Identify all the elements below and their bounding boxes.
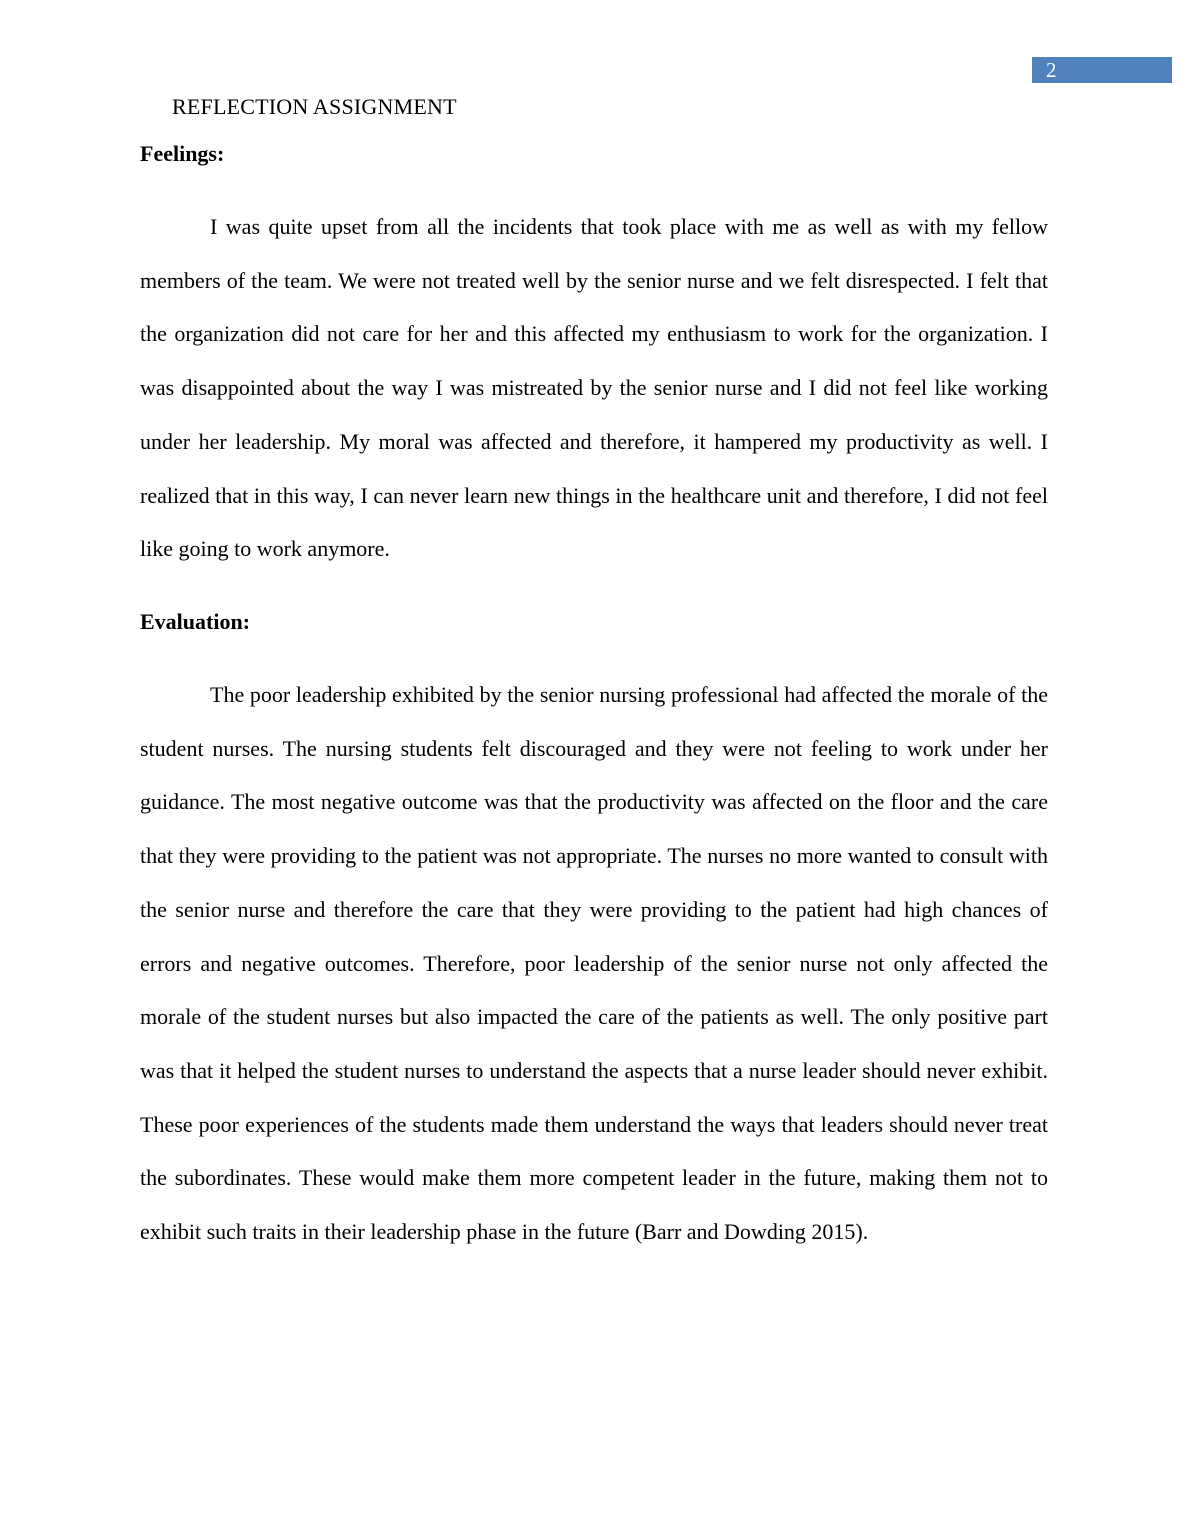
page-number: 2 [1046,58,1057,82]
paragraph-feelings: I was quite upset from all the incidents that took place with me as well as with my fellow members of the team. We were not treated well by the senior nurse and we felt disrespected. I felt that the organization did not care for her and this affected my enthusiasm to work for the organization. I was disappointed about the way I was mistreated by the senior nurse and I did not feel like working under her leadership. My moral was affected and therefore, it hampered my productivity as well. I realized that in this way, I can never learn new things in the healthcare unit and therefore, I did not feel like going to work anymore. [140,214,1048,562]
page-number-badge [1032,57,1172,83]
section-heading-evaluation: Evaluation: [140,609,251,634]
section-heading-feelings: Feelings: [140,141,225,166]
paragraph-evaluation: The poor leadership exhibited by the senior nursing professional had affected the morale of the student nurses. The nursing students felt discouraged and they were not feeling to work under her guidance. The most negative outcome was that the productivity was affected on the floor and the care that they were providing to the patient was not appropriate. The nurses no more wanted to consult with the senior nurse and therefore the care that they were providing to the patient had high chances of errors and negative outcomes. Therefore, poor leadership of the senior nurse not only affected the morale of the student nurses but also impacted the care of the patients as well. The only positive part was that it helped the student nurses to understand the aspects that a nurse leader should never exhibit. These poor experiences of the students made them understand the ways that leaders should never treat the subordinates. These would make them more competent leader in the future, making them not to exhibit such traits in their leadership phase in the future (Barr and Dowding 2015). [140,682,1048,1245]
running-head: REFLECTION ASSIGNMENT [172,94,457,119]
